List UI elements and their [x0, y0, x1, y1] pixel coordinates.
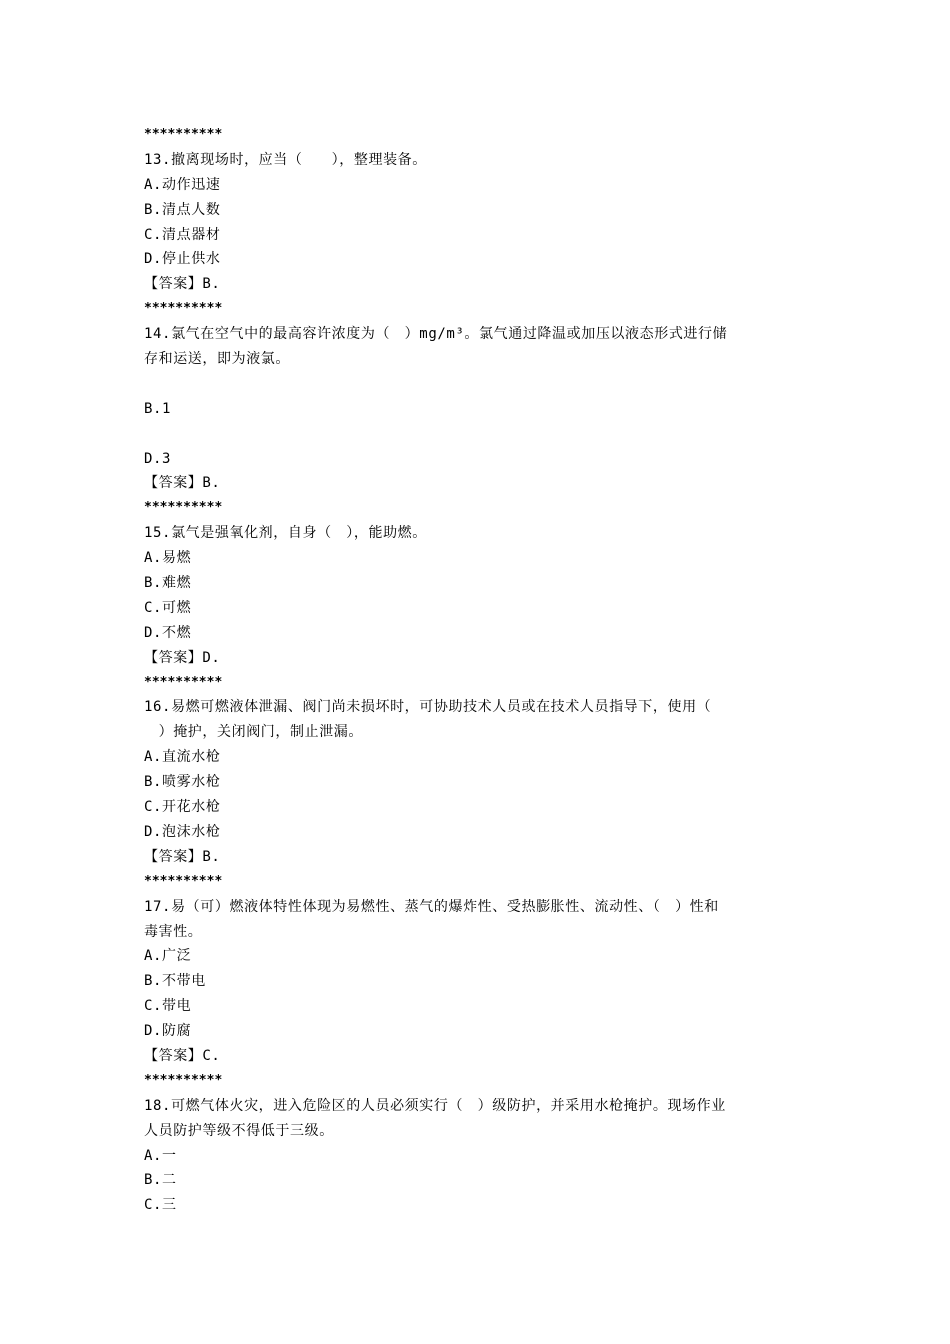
question-16-option-a: A.直流水枪: [144, 749, 221, 766]
separator: **********: [144, 500, 223, 516]
question-13-option-c: C.清点器材: [144, 226, 221, 243]
question-13-option-b: B.清点人数: [144, 201, 221, 218]
separator: **********: [144, 1072, 223, 1088]
question-17-stem-line-2: 毒害性。: [144, 923, 203, 940]
answer-prefix: 【答案】: [144, 1047, 203, 1064]
question-16-stem-line-2: ）掩护，关闭阀门，制止泄漏。: [144, 724, 363, 741]
document-page: [144, 123, 814, 1218]
question-14-option-d: D.3: [144, 450, 172, 467]
answer-value: D.: [202, 649, 221, 666]
question-16-option-d: D.泡沫水枪: [144, 823, 221, 840]
separator: **********: [144, 674, 223, 690]
blank-line: [144, 422, 814, 447]
question-14-stem-line-1: 14.氯气在空气中的最高容许浓度为（ ）mg/m³。氯气通过降温或加压以液态形式进行储: [144, 326, 728, 343]
question-17-answer: [144, 1044, 814, 1069]
question-15-option-c: C.可燃: [144, 599, 192, 616]
question-14-option-b: B.1: [144, 400, 172, 417]
question-15-option-d: D.不燃: [144, 624, 192, 641]
question-15-stem: 15.氯气是强氧化剂，自身（ ），能助燃。: [144, 525, 427, 542]
question-18-stem-line-2: 人员防护等级不得低于三级。: [144, 1122, 334, 1139]
question-18-option-b: B.二: [144, 1172, 177, 1189]
question-15-option-a: A.易燃: [144, 550, 192, 567]
answer-prefix: 【答案】: [144, 276, 203, 293]
separator: **********: [144, 873, 223, 889]
answer-prefix: 【答案】: [144, 649, 203, 666]
answer-value: B.: [202, 848, 221, 865]
answer-prefix: 【答案】: [144, 475, 203, 492]
answer-prefix: 【答案】: [144, 848, 203, 865]
question-17-option-d: D.防腐: [144, 1023, 192, 1040]
question-13-answer: [144, 272, 814, 297]
separator: **********: [144, 301, 223, 317]
question-16-option-b: B.喷雾水枪: [144, 774, 221, 791]
question-14-stem-line-2: 存和运送，即为液氯。: [144, 351, 290, 368]
answer-value: B.: [202, 475, 221, 492]
question-17-option-c: C.带电: [144, 998, 192, 1015]
blank-line: [144, 372, 814, 397]
question-18-stem-line-1: 18.可燃气体火灾，进入危险区的人员必须实行（ ）级防护，并采用水枪掩护。现场作业: [144, 1097, 726, 1114]
question-15-answer: [144, 646, 814, 671]
answer-value: B.: [202, 276, 221, 293]
question-16-stem-line-1: 16.易燃可燃液体泄漏、阀门尚未损坏时，可协助技术人员或在技术人员指导下，使用（: [144, 699, 712, 716]
question-18-option-a: A.一: [144, 1147, 177, 1164]
question-17-option-b: B.不带电: [144, 973, 206, 990]
question-17-stem-line-1: 17.易（可）燃液体特性体现为易燃性、蒸气的爆炸性、受热膨胀性、流动性、（ ）性和: [144, 898, 719, 915]
separator: **********: [144, 127, 223, 142]
question-13-option-d: D.停止供水: [144, 251, 221, 268]
question-14-answer: [144, 471, 814, 496]
answer-value: C.: [202, 1047, 221, 1064]
question-16-option-c: C.开花水枪: [144, 799, 221, 816]
question-17-option-a: A.广泛: [144, 948, 192, 965]
question-15-option-b: B.难燃: [144, 575, 192, 592]
question-16-answer: [144, 845, 814, 870]
question-13-stem: 13.撤离现场时，应当（ ），整理装备。: [144, 151, 427, 168]
question-18-option-c: C.三: [144, 1197, 177, 1214]
question-13-option-a: A.动作迅速: [144, 176, 221, 193]
